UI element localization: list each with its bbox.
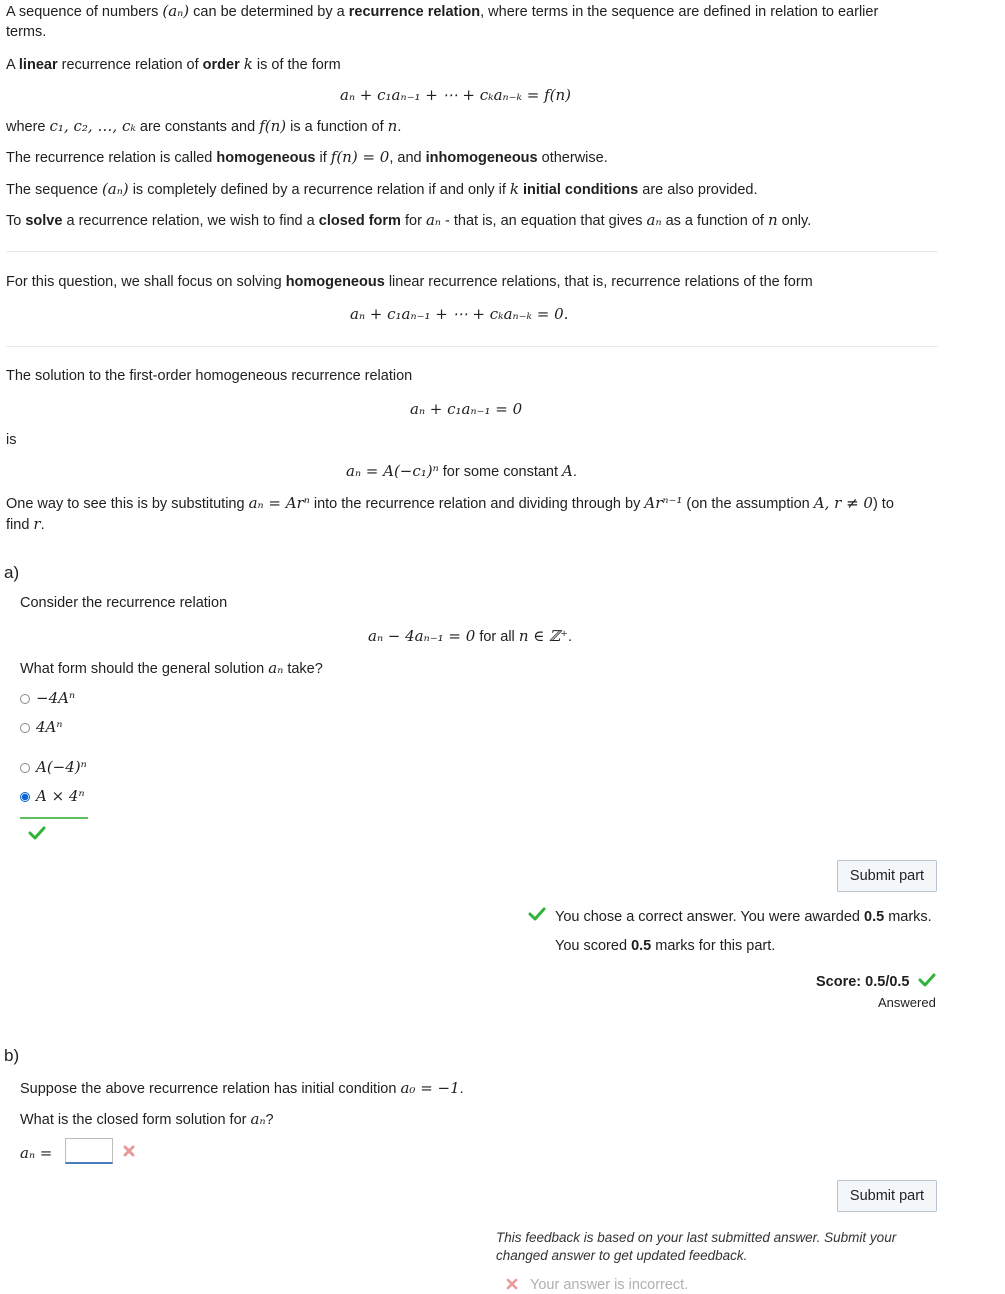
first-order-equation: aₙ + c₁aₙ₋₁ = 0 [410,400,523,418]
submit-part-button[interactable]: Submit part [837,860,937,892]
intro-line-2: A linear recurrence relation of order k is of the form [6,55,341,73]
is-text: is [6,432,17,448]
divider [6,251,938,252]
part-b-initial-condition: Suppose the above recurrence relation has initial condition a₀ = −1. [20,1079,464,1097]
divider [6,346,938,347]
check-icon [528,906,546,922]
radio-button[interactable] [20,723,30,733]
intro-line-3: where c₁, c₂, …, cₖ are constants and f(n) is a function of n. [6,117,402,135]
option-4An[interactable]: 4Aⁿ [20,718,62,736]
answered-status: Answered [878,995,936,1010]
radio-button[interactable] [20,694,30,704]
part-a-question: What form should the general solution aₙ take? [20,659,323,677]
part-a-label: a) [4,563,20,582]
intro-line-4: The recurrence relation is called homogeneous if f(n) = 0, and inhomogeneous otherwise. [6,148,608,166]
substitution-text: One way to see this is by substituting aₙ = Arⁿ into the recurrence relation and dividing through by Arⁿ⁻¹ (on the assumption A, r ≠ 0) to [6,494,894,512]
option-A-times-4n[interactable]: A × 4ⁿ [20,787,85,805]
incorrect-message: Your answer is incorrect. [530,1277,689,1293]
intro-line-6: To solve a recurrence relation, we wish to find a closed form for aₙ - that is, an equation that gives aₙ as a function of n only. [6,211,812,229]
focus-text: For this question, we shall focus on solving homogeneous linear recurrence relations, that is, recurrence relations of the form [6,274,813,290]
part-a-consider: Consider the recurrence relation [20,595,228,611]
cross-icon [122,1144,136,1158]
part-b-question: What is the closed form solution for aₙ? [20,1110,274,1128]
option-A-minus4-n[interactable]: A(−4)ⁿ [20,758,87,776]
part-a-score: Score: 0.5/0.5 [816,974,910,990]
part-a-feedback: You chose a correct answer. You were awarded 0.5 marks. [555,909,932,925]
correct-underline [20,817,88,819]
answer-input[interactable] [65,1138,113,1164]
check-icon [918,972,936,988]
part-b-label: b) [4,1046,20,1065]
substitution-text-2: find r. [6,515,45,533]
feedback-note: This feedback is based on your last submitted answer. Submit your changed answer to get updated feedback. [496,1230,897,1263]
intro-line-5: The sequence (aₙ) is completely defined by a recurrence relation if and only if k initial conditions are also provided. [6,180,758,198]
general-recurrence-equation: aₙ + c₁aₙ₋₁ + ⋯ + cₖaₙ₋ₖ = f(n) [340,86,572,104]
check-icon [28,825,46,841]
submit-part-button[interactable]: Submit part [837,1180,937,1212]
intro-line-1b: terms. [6,24,47,40]
part-a-score-text: You scored 0.5 marks for this part. [555,938,776,954]
option-minus-4An[interactable]: −4Aⁿ [20,689,75,707]
answer-label: aₙ = [20,1144,53,1162]
radio-button[interactable] [20,763,30,773]
homogeneous-equation: aₙ + c₁aₙ₋₁ + ⋯ + cₖaₙ₋ₖ = 0. [350,305,569,323]
intro-line-1: A sequence of numbers (aₙ) can be determined by a recurrence relation, where terms in the sequence are defined in relation to earlier [6,2,879,20]
first-order-solution: aₙ = A(−c₁)ⁿ for some constant A. [346,462,577,480]
first-order-text: The solution to the first-order homogeneous recurrence relation [6,368,413,384]
radio-button-selected[interactable] [20,792,30,802]
cross-icon [506,1278,518,1290]
part-a-equation: aₙ − 4aₙ₋₁ = 0 for all n ∈ ℤ⁺. [368,627,573,645]
